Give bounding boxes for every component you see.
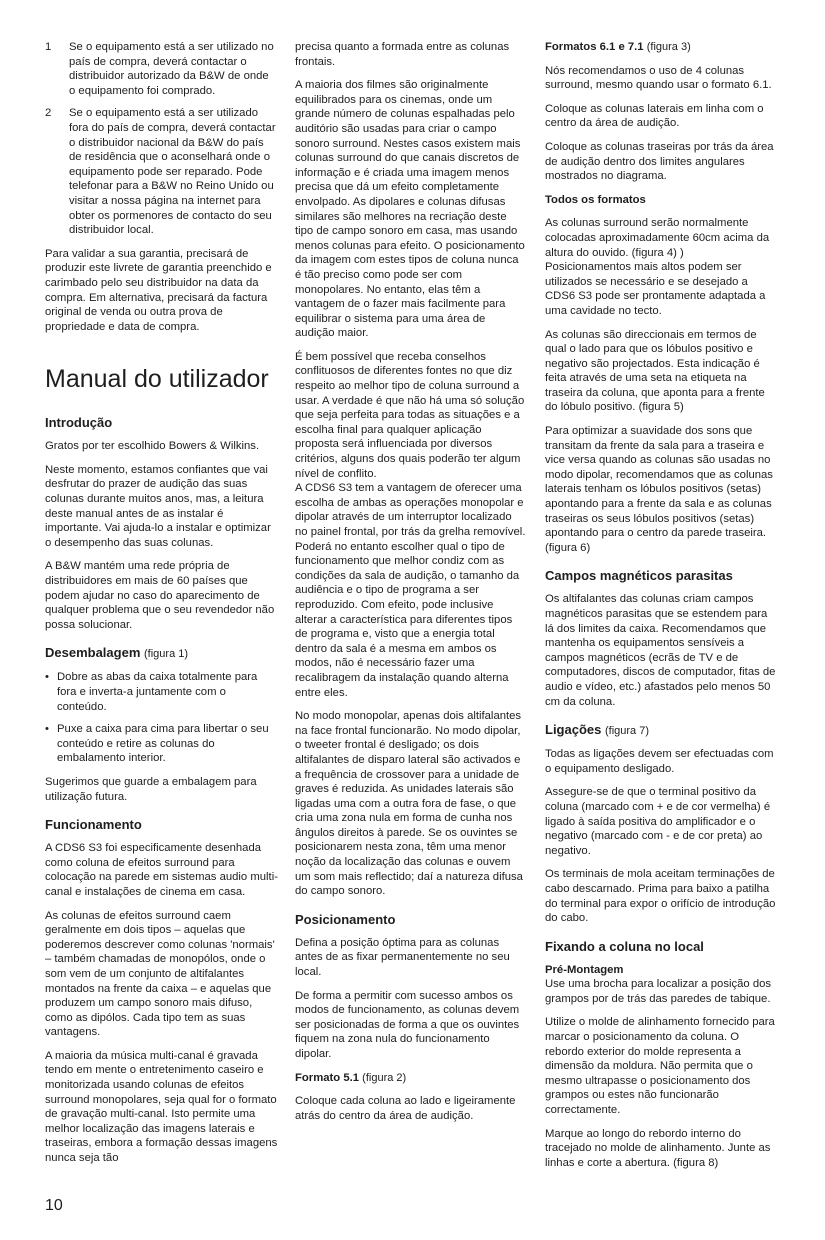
bullet: • bbox=[45, 723, 49, 736]
list-item: 2 Se o equipamento está a ser utilizado fora do país de compra, deverá contactar o distribuidor nacional da B&W do país de residência que o aconselhará onde o equipamento pode ser reparado. Pode telefonar para a B&W no Reino Unido ou visitar a nossa página na internet para obter os pormenores de contacto do seu distribuidor local. bbox=[45, 107, 276, 237]
fmt61-paragraph: Nós recomendamos o uso de 4 colunas surround, mesmo quando usar o formato 6.1. bbox=[545, 64, 772, 92]
body-paragraph: No modo monopolar, apenas dois altifalantes na face frontal funcionarão. No modo dipolar, o tweeter frontal é desligado; os dois altifalantes de disparo lateral são activados e a frequência de crossover para a unidade de graves é reduzida. As unidades laterais são ligadas uma com a outra fora de fase, o que cria uma zona nula em forma de cunha nos ângulos direitos à parede. Se os ouvintes se posicionarem nesta zona, têm uma menor noção da localização das colunas e ouvem um som mais reflectido; daí a natureza difusa do campo sonoro. bbox=[295, 710, 523, 898]
list-item: 1 Se o equipamento está a ser utilizado no país de compra, deverá contactar o distribuidor autorizado da B&W de onde o equipamento foi comprado. bbox=[45, 41, 274, 97]
all-formats-paragraph: As colunas surround serão normalmente colocadas aproximadamente 60cm acima da altura do ouvido. (figura 4) ) Posicionamentos mais altos podem ser utilizados se necessário e se desejado a CDS6 S3 pode ser prontamente adaptada a uma cavidade no tecto. bbox=[545, 217, 770, 317]
pos-heading: Posicionamento bbox=[295, 911, 396, 927]
fixing-heading: Fixando a coluna no local bbox=[545, 938, 704, 954]
list-item: • Puxe a caixa para cima para libertar o seu conteúdo e retire as colunas do embalamento interior. bbox=[45, 723, 269, 765]
connections-heading: Ligações (figura 7) bbox=[545, 722, 650, 738]
column-1 bbox=[45, 40, 278, 1175]
premount-paragraph: Use uma brocha para localizar a posição dos grampos por de trás das paredes de tabique. bbox=[545, 978, 772, 1005]
bullet: • bbox=[45, 671, 49, 684]
connections-paragraph: Assegure-se de que o terminal positivo da coluna (marcado com + e de cor vermelha) é ligado à saída positiva do amplificador e o negativo (marcado com - e de cor preta) ao negativo. bbox=[545, 786, 771, 857]
intro-heading: Introdução bbox=[45, 415, 113, 431]
unpack-paragraph: Sugerimos que guarde a embalagem para utilização futura. bbox=[45, 775, 257, 803]
manual-title: Manual do utilizador bbox=[45, 365, 269, 394]
all-formats-paragraph: Para optimizar a suavidade dos sons que transitam da frente da sala para a traseira e vice versa quando as colunas são usadas no modo dipolar, recomendamos que as colunas laterais tenham os lóbulos positivos (setas) apontando para a frente da sala e as colunas traseiras os seus lóbulos positivos (setas) apontando para o centro da parede traseira. (figura 6) bbox=[545, 425, 773, 554]
func-paragraph: As colunas de efeitos surround caem geralmente em dois tipos – aquelas que poderemos descrever como colunas 'normais' – também chamadas de monopólos, onde o som vem de um conjunto de altifalantes montados na frente da caixa – e aquelas que produzem um campo sonoro mais difuso, como as dipólos. Cada tipo tem as suas vantagens. bbox=[45, 909, 275, 1039]
fmt51-heading: Formato 5.1 (figura 2) bbox=[295, 1071, 407, 1084]
connections-paragraph: Todas as ligações devem ser efectuadas com o equipamento desligado. bbox=[545, 748, 774, 775]
list-item: • Dobre as abas da caixa totalmente para fora e inverta-a juntamente com o conteúdo. bbox=[45, 671, 258, 713]
func-paragraph: A CDS6 S3 foi especificamente desenhada como coluna de efeitos surround para colocação na parede em sistemas audio multi-canal e instalações de cinema em casa. bbox=[45, 842, 278, 898]
body-paragraph: precisa quanto a formada entre as colunas frontais. bbox=[295, 41, 510, 68]
fmt61-paragraph: Coloque as colunas traseiras por trás da área de audição dentro dos limites angulares mostrados no diagrama. bbox=[545, 140, 774, 183]
fmt51-paragraph: Coloque cada coluna ao lado e ligeiramente atrás do centro da área de audição. bbox=[295, 1095, 516, 1122]
premount-paragraph: Marque ao longo do rebordo interno do tracejado no molde de alinhamento. Junte as linhas e corte a abertura. (figura 8) bbox=[545, 1127, 771, 1169]
body-paragraph: É bem possível que receba conselhos conflituosos de diferentes fontes no que diz respeito ao melhor tipo de coluna surround a usar. A verdade é que não há uma só solução que seja perfeita para todas as situações e a escolha final para qualquer aplicação proposta será influenciada por diversos critérios, alguns dos quais poderão ter algum nível de conflito. A CDS6 S3 tem a vantagem de oferecer uma escolha de ambas as operações monopolar e dipolar através de um interruptor localizado no painel frontal, por trás da grelha removível. Poderá no entanto escolher qual o tipo de funcionamento que melhor condiz com as condições da sala de audição, o tamanho da audiência e o tipo de programa a ser reproduzido. Com efeito, pode inclusive alterar a característica para diferentes tipos de programa e, visto que a energia total dentro da sala é a mesma em ambos os modos, não é necessário fazer uma recalibragem da instalação quando alterna entre eles. bbox=[295, 350, 526, 699]
body-paragraph: A maioria dos filmes são originalmente equilibrados para os cinemas, onde um grande número de colunas espalhadas pelo auditório são usadas para criar o campo sonoro surround. Nestes casos existem mais colunas surround do que canais discretos de informação e é criada uma imagem menos precisa que dá um efeito completamente envolpado. As dipolares e colunas difusas similares são melhores na recriação deste tipo de campo sonoro em casa, mas usando menos colunas para efeito. O posicionamento da imagem com estes tipos de coluna nunca é tão preciso como pode ser com monopolares. No entanto, elas têm a vantagem de o fazer mais facilmente para equilibrar o sistema para uma área de audição maior. bbox=[295, 79, 525, 340]
intro-paragraph: Neste momento, estamos confiantes que vai desfrutar do prazer de audição das suas colunas durante muitos anos, mas, a leitura deste manual antes de as instalar é importante. Vai ajuda-lo a instalar e optimizar o desempenho das suas colunas. bbox=[45, 463, 271, 549]
unpack-bullets bbox=[45, 670, 278, 766]
warranty-paragraph: Para validar a sua garantia, precisará de produzir este livrete de garantia preenchido e carimbado pelo seu distribuidor na data da compra. Em alternativa, precisará da factura original de venda ou outra prova de propriedade e data de compra. bbox=[45, 247, 272, 333]
fmt61-heading: Formatos 6.1 e 7.1 (figura 3) bbox=[545, 41, 691, 53]
func-paragraph: A maioria da música multi-canal é gravada tendo em mente o entretenimento caseiro e monitorizada usando colunas de efeitos surround monopolares, seja qual for o formato de gravação multi-canal. Isto permite uma melhor localização das imagens laterais e traseiras, embora a formação dessas imagens nunca seja tão bbox=[45, 1049, 278, 1165]
pos-paragraph: Defina a posição óptima para as colunas antes de as fixar permanentemente no seu local. bbox=[295, 936, 510, 979]
premount-heading: Pré-Montagem bbox=[545, 963, 624, 976]
premount-paragraph: Utilize o molde de alinhamento fornecido para marcar o posicionamento da coluna. O rebordo exterior do molde representa a dimensão da moldura. Não permita que o mesmo ultrapasse o posicionamento dos grampos ou estes não funcionarão correctamente. bbox=[545, 1016, 775, 1117]
warranty-list bbox=[45, 40, 278, 238]
magnetic-heading: Campos magnéticos parasitas bbox=[545, 568, 733, 584]
intro-paragraph: A B&W mantém uma rede própria de distribuidores em mais de 60 países que podem ajudar no caso do aparecimento de qualquer problema que o seu revendedor não possa solucionar. bbox=[45, 560, 275, 631]
all-formats-heading: Todos os formatos bbox=[545, 193, 646, 206]
connections-paragraph: Os terminais de mola aceitam terminações de cabo descarnado. Prima para baixo a patilha do terminal para expor o orifício de introdução do cabo. bbox=[545, 868, 776, 925]
page-number: 10 bbox=[45, 1197, 63, 1214]
figure-reference: (figura 3) bbox=[646, 41, 691, 53]
pos-paragraph: De forma a permitir com sucesso ambos os modos de funcionamento, as colunas devem ser posicionadas de forma a que os ouvintes fiquem na zona nula do funcionamento dipolar. bbox=[295, 989, 520, 1060]
all-formats-paragraph: As colunas são direccionais em termos de qual o lado para que os lóbulos positivo e negativo são projectados. Esta indicação é feita através de uma seta na etiqueta na traseira da coluna, que aponta para a frente do lóbulo positivo. (figura 5) bbox=[545, 328, 765, 414]
magnetic-paragraph: Os altifalantes das colunas criam campos magnéticos parasitas que se estendem para lá dos limites da caixa. Recomendamos que mantenha os equipamentos sensíveis a campos magnéticos (ecrãs de TV e de computadores, discos de computador, fitas de audio e vídeo, etc.) afastados pelo menos 50 cm da coluna. bbox=[545, 593, 776, 708]
unpack-heading: Desembalagem (figura 1) bbox=[45, 645, 189, 661]
figure-reference: (figura 2) bbox=[362, 1071, 407, 1084]
fmt61-paragraph: Coloque as colunas laterais em linha com o centro da área de audição. bbox=[545, 102, 764, 130]
column-3 bbox=[545, 40, 779, 1179]
intro-paragraph: Gratos por ter escolhido Bowers & Wilkins. bbox=[45, 440, 260, 453]
figure-reference: (figura 1) bbox=[144, 648, 189, 661]
func-heading: Funcionamento bbox=[45, 817, 142, 833]
figure-reference: (figura 7) bbox=[604, 725, 650, 738]
column-2 bbox=[295, 40, 527, 1132]
